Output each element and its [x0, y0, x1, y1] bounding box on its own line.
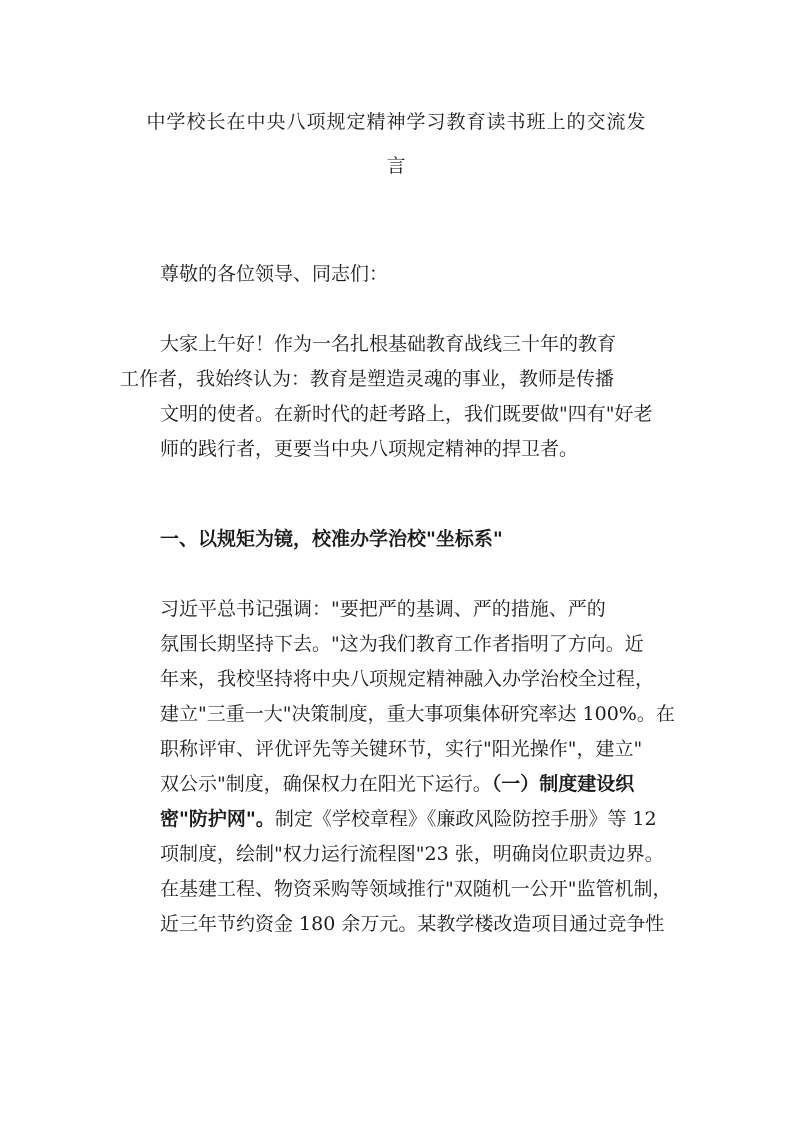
body-line: 在基建工程、物资采购等领域推行"双随机一公开"监管机制，	[160, 878, 672, 900]
intro-line: 大家上午好！作为一名扎根基础教育战线三十年的教育	[160, 333, 617, 355]
intro-line: 工作者，我始终认为：教育是塑造灵魂的事业，教师是传播	[120, 368, 615, 390]
intro-line: 师的践行者，更要当中央八项规定精神的捍卫者。	[160, 438, 579, 460]
title-line-1: 中学校长在中央八项规定精神学习教育读书班上的交流发	[146, 111, 647, 133]
intro-paragraph	[120, 327, 675, 467]
salutation: 尊敬的各位领导、同志们：	[160, 263, 389, 285]
body-line: 建立"三重一大"决策制度，重大事项集体研究率达 100%。在	[160, 703, 675, 725]
subheading-1: （一）制度建设织	[491, 773, 635, 795]
body-line: 职称评审、评优评先等关键环节，实行"阳光操作"，建立"	[160, 738, 643, 760]
body-line: 近三年节约资金 180 余万元。某教学楼改造项目通过竞争性	[160, 913, 665, 935]
body-line: 年来，我校坚持将中央八项规定精神融入办学治校全过程，	[160, 668, 655, 690]
subheading-1-cont: 密"防护网"。	[160, 808, 275, 830]
body-text: 制定《学校章程》《廉政风险防控手册》等 12	[274, 808, 657, 830]
body-line	[120, 767, 675, 802]
document-title	[120, 100, 673, 188]
section-1-body	[120, 592, 675, 942]
body-line: 氛围长期坚持下去。"这为我们教育工作者指明了方向。近	[160, 633, 644, 655]
body-line: 习近平总书记强调："要把严的基调、严的措施、严的	[160, 598, 606, 620]
intro-line: 文明的使者。在新时代的赶考路上，我们既要做"四有"好老	[160, 403, 653, 425]
title-line-2: 言	[386, 155, 407, 177]
body-text: 双公示"制度，确保权力在阳光下运行。	[160, 773, 492, 795]
body-line: 项制度，绘制"权力运行流程图"23 张，明确岗位职责边界。	[160, 843, 664, 865]
section-1-heading: 一、以规矩为镜，校准办学治校"坐标系"	[160, 528, 503, 550]
body-line	[120, 802, 675, 837]
